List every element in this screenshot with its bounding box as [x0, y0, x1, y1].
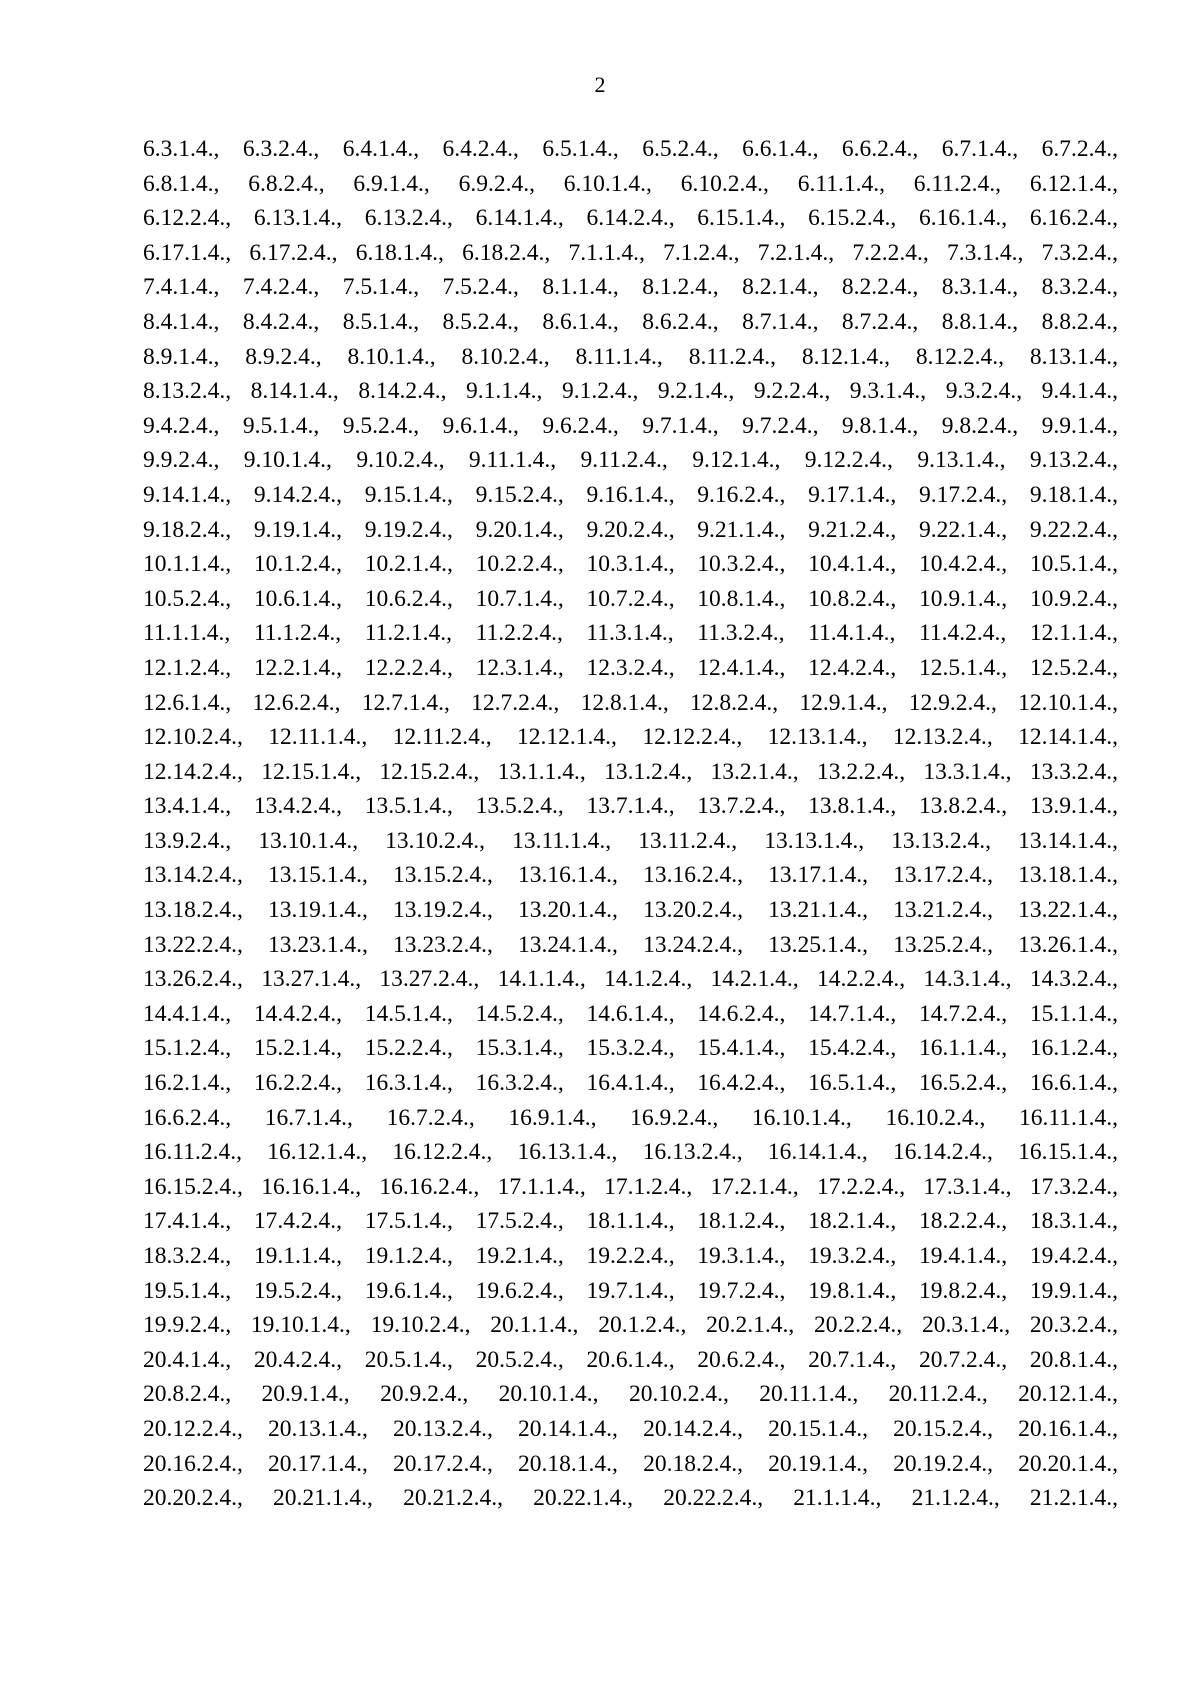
text-line: 19.5.1.4., 19.5.2.4., 19.6.1.4., 19.6.2.4., 19.7.1.4., 19.7.2.4., 19.8.1.4., 19.8.2.4., 19.9.1.4.,: [143, 1277, 1118, 1304]
text-line: 6.8.1.4., 6.8.2.4., 6.9.1.4., 6.9.2.4., 6.10.1.4., 6.10.2.4., 6.11.1.4., 6.11.2.4., 6.12.1.4.,: [143, 170, 1118, 197]
text-line: 6.17.1.4., 6.17.2.4., 6.18.1.4., 6.18.2.4., 7.1.1.4., 7.1.2.4., 7.2.1.4., 7.2.2.4., 7.3.1.4., 7.3.2.4.,: [143, 239, 1118, 266]
text-line: 20.20.2.4., 20.21.1.4., 20.21.2.4., 20.22.1.4., 20.22.2.4., 21.1.1.4., 21.1.2.4., 21.2.1.4.,: [143, 1485, 1118, 1512]
text-line: 8.4.1.4., 8.4.2.4., 8.5.1.4., 8.5.2.4., 8.6.1.4., 8.6.2.4., 8.7.1.4., 8.7.2.4., 8.8.1.4., 8.8.2.4.,: [143, 308, 1118, 335]
text-line: 6.12.2.4., 6.13.1.4., 6.13.2.4., 6.14.1.4., 6.14.2.4., 6.15.1.4., 6.15.2.4., 6.16.1.4., 6.16.2.4.,: [143, 205, 1118, 232]
text-line: 12.6.1.4., 12.6.2.4., 12.7.1.4., 12.7.2.4., 12.8.1.4., 12.8.2.4., 12.9.1.4., 12.9.2.4., 12.10.1.4.,: [143, 689, 1118, 716]
text-line: 6.3.1.4., 6.3.2.4., 6.4.1.4., 6.4.2.4., 6.5.1.4., 6.5.2.4., 6.6.1.4., 6.6.2.4., 6.7.1.4., 6.7.2.4.,: [143, 136, 1118, 162]
text-line: 8.9.1.4., 8.9.2.4., 8.10.1.4., 8.10.2.4., 8.11.1.4., 8.11.2.4., 8.12.1.4., 8.12.2.4., 8.13.1.4.,: [143, 343, 1118, 370]
text-line: 13.26.2.4., 13.27.1.4., 13.27.2.4., 14.1.1.4., 14.1.2.4., 14.2.1.4., 14.2.2.4., 14.3.1.4., 14.3.2.4.,: [143, 966, 1118, 993]
text-line: 13.14.2.4., 13.15.1.4., 13.15.2.4., 13.16.1.4., 13.16.2.4., 13.17.1.4., 13.17.2.4., 13.18.1.4.,: [143, 862, 1118, 889]
text-line: 12.14.2.4., 12.15.1.4., 12.15.2.4., 13.1.1.4., 13.1.2.4., 13.2.1.4., 13.2.2.4., 13.3.1.4., 13.3.2.4.,: [143, 758, 1118, 785]
text-line: 16.15.2.4., 16.16.1.4., 16.16.2.4., 17.1.1.4., 17.1.2.4., 17.2.1.4., 17.2.2.4., 17.3.1.4., 17.3.2.4.,: [143, 1173, 1118, 1200]
text-line: 15.1.2.4., 15.2.1.4., 15.2.2.4., 15.3.1.4., 15.3.2.4., 15.4.1.4., 15.4.2.4., 16.1.1.4., 16.1.2.4.,: [143, 1035, 1118, 1062]
text-line: 9.14.1.4., 9.14.2.4., 9.15.1.4., 9.15.2.4., 9.16.1.4., 9.16.2.4., 9.17.1.4., 9.17.2.4., 9.18.1.4.,: [143, 481, 1118, 508]
text-line: 18.3.2.4., 19.1.1.4., 19.1.2.4., 19.2.1.4., 19.2.2.4., 19.3.1.4., 19.3.2.4., 19.4.1.4., 19.4.2.4.,: [143, 1243, 1118, 1269]
text-line: 13.9.2.4., 13.10.1.4., 13.10.2.4., 13.11.1.4., 13.11.2.4., 13.13.1.4., 13.13.2.4., 13.14.1.4.,: [143, 827, 1118, 854]
text-line: 20.16.2.4., 20.17.1.4., 20.17.2.4., 20.18.1.4., 20.18.2.4., 20.19.1.4., 20.19.2.4., 20.20.1.4.,: [143, 1450, 1118, 1477]
text-line: 10.1.1.4., 10.1.2.4., 10.2.1.4., 10.2.2.4., 10.3.1.4., 10.3.2.4., 10.4.1.4., 10.4.2.4., 10.5.1.4.,: [143, 551, 1118, 578]
text-line: 17.4.1.4., 17.4.2.4., 17.5.1.4., 17.5.2.4., 18.1.1.4., 18.1.2.4., 18.2.1.4., 18.2.2.4., 18.3.1.4.,: [143, 1208, 1118, 1235]
text-line: 20.12.2.4., 20.13.1.4., 20.13.2.4., 20.14.1.4., 20.14.2.4., 20.15.1.4., 20.15.2.4., 20.16.1.4.,: [143, 1415, 1118, 1442]
text-line: 19.9.2.4., 19.10.1.4., 19.10.2.4., 20.1.1.4., 20.1.2.4., 20.2.1.4., 20.2.2.4., 20.3.1.4., 20.3.2.4.,: [143, 1312, 1118, 1339]
text-line: 16.2.1.4., 16.2.2.4., 16.3.1.4., 16.3.2.4., 16.4.1.4., 16.4.2.4., 16.5.1.4., 16.5.2.4., 16.6.1.4.,: [143, 1070, 1118, 1097]
text-line: 11.1.1.4., 11.1.2.4., 11.2.1.4., 11.2.2.4., 11.3.1.4., 11.3.2.4., 11.4.1.4., 11.4.2.4., 12.1.1.4.,: [143, 620, 1118, 647]
text-line: 10.5.2.4., 10.6.1.4., 10.6.2.4., 10.7.1.4., 10.7.2.4., 10.8.1.4., 10.8.2.4., 10.9.1.4., 10.9.2.4.,: [143, 585, 1118, 612]
reference-list: [143, 132, 1118, 1516]
text-line: 8.13.2.4., 8.14.1.4., 8.14.2.4., 9.1.1.4., 9.1.2.4., 9.2.1.4., 9.2.2.4., 9.3.1.4., 9.3.2.4., 9.4.1.4.,: [143, 378, 1118, 405]
text-line: 20.8.2.4., 20.9.1.4., 20.9.2.4., 20.10.1.4., 20.10.2.4., 20.11.1.4., 20.11.2.4., 20.12.1.4.,: [143, 1381, 1118, 1408]
text-line: 14.4.1.4., 14.4.2.4., 14.5.1.4., 14.5.2.4., 14.6.1.4., 14.6.2.4., 14.7.1.4., 14.7.2.4., 15.1.1.4.,: [143, 1000, 1118, 1027]
text-line: 9.9.2.4., 9.10.1.4., 9.10.2.4., 9.11.1.4., 9.11.2.4., 9.12.1.4., 9.12.2.4., 9.13.1.4., 9.13.2.4.,: [143, 447, 1118, 474]
text-line: 13.18.2.4., 13.19.1.4., 13.19.2.4., 13.20.1.4., 13.20.2.4., 13.21.1.4., 13.21.2.4., 13.22.1.4.,: [143, 897, 1118, 924]
text-line: 20.4.1.4., 20.4.2.4., 20.5.1.4., 20.5.2.4., 20.6.1.4., 20.6.2.4., 20.7.1.4., 20.7.2.4., 20.8.1.4.,: [143, 1346, 1118, 1373]
text-line: 9.18.2.4., 9.19.1.4., 9.19.2.4., 9.20.1.4., 9.20.2.4., 9.21.1.4., 9.21.2.4., 9.22.1.4., 9.22.2.4.,: [143, 516, 1118, 543]
text-line: 13.4.1.4., 13.4.2.4., 13.5.1.4., 13.5.2.4., 13.7.1.4., 13.7.2.4., 13.8.1.4., 13.8.2.4., 13.9.1.4.,: [143, 793, 1118, 820]
text-line: 12.10.2.4., 12.11.1.4., 12.11.2.4., 12.12.1.4., 12.12.2.4., 12.13.1.4., 12.13.2.4., 12.14.1.4.,: [143, 724, 1118, 751]
text-line: 7.4.1.4., 7.4.2.4., 7.5.1.4., 7.5.2.4., 8.1.1.4., 8.1.2.4., 8.2.1.4., 8.2.2.4., 8.3.1.4., 8.3.2.4.,: [143, 274, 1118, 301]
page-number: 2: [594, 72, 606, 97]
text-line: 16.11.2.4., 16.12.1.4., 16.12.2.4., 16.13.1.4., 16.13.2.4., 16.14.1.4., 16.14.2.4., 16.15.1.4.,: [143, 1139, 1118, 1166]
text-line: 16.6.2.4., 16.7.1.4., 16.7.2.4., 16.9.1.4., 16.9.2.4., 16.10.1.4., 16.10.2.4., 16.11.1.4.,: [143, 1104, 1118, 1131]
text-line: 13.22.2.4., 13.23.1.4., 13.23.2.4., 13.24.1.4., 13.24.2.4., 13.25.1.4., 13.25.2.4., 13.26.1.4.,: [143, 931, 1118, 958]
text-line: 9.4.2.4., 9.5.1.4., 9.5.2.4., 9.6.1.4., 9.6.2.4., 9.7.1.4., 9.7.2.4., 9.8.1.4., 9.8.2.4., 9.9.1.4.,: [143, 412, 1118, 439]
text-line: 12.1.2.4., 12.2.1.4., 12.2.2.4., 12.3.1.4., 12.3.2.4., 12.4.1.4., 12.4.2.4., 12.5.1.4., 12.5.2.4.,: [143, 654, 1118, 681]
